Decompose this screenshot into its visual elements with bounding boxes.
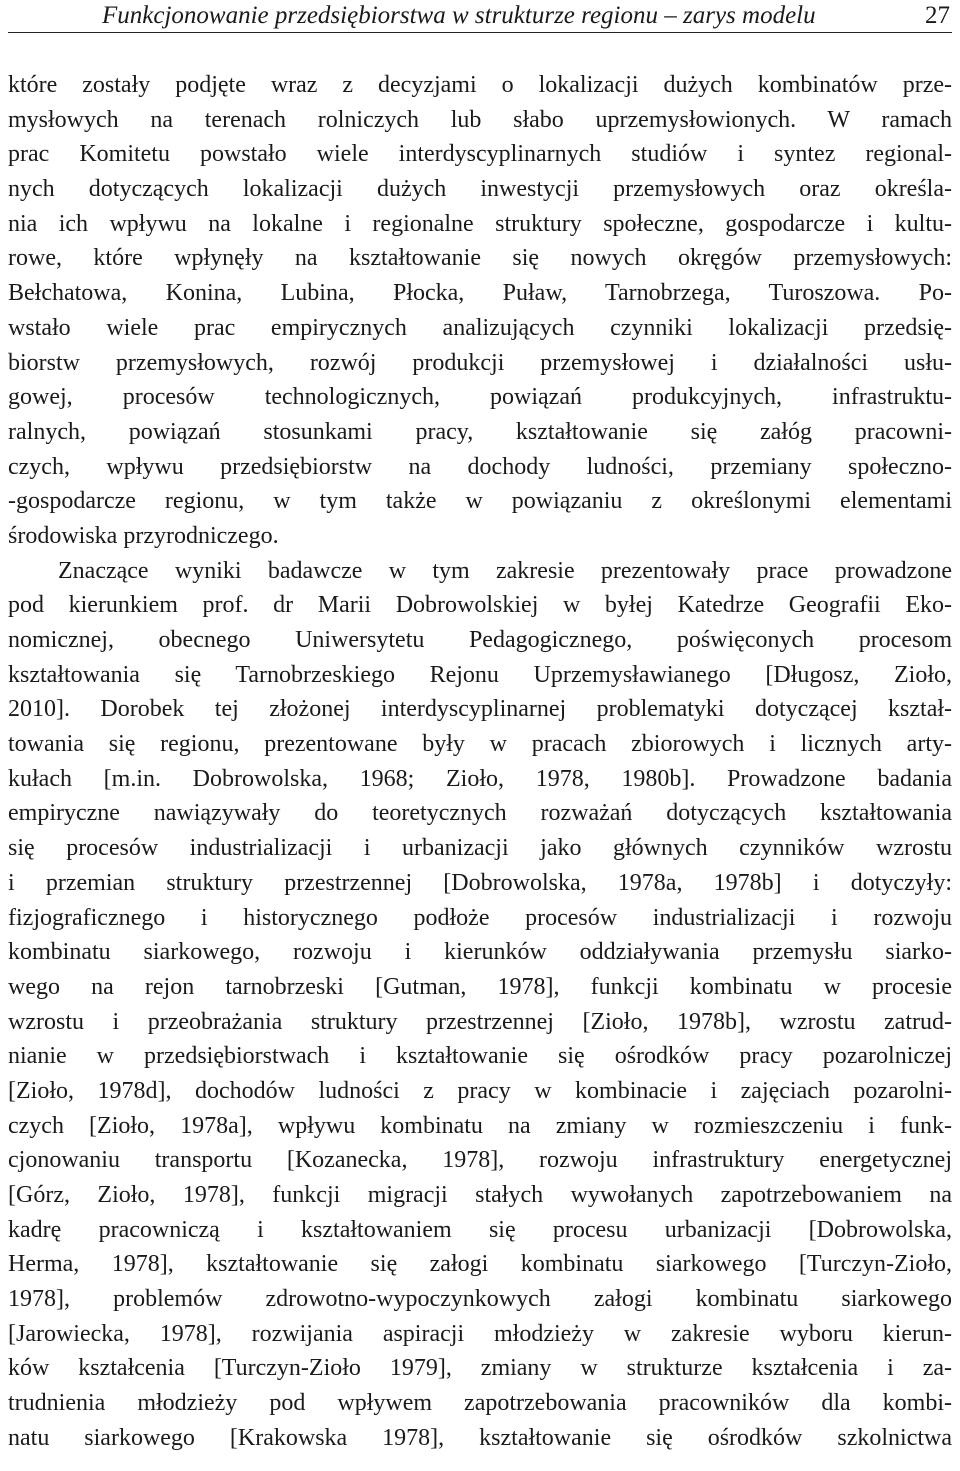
text-line: cjonowaniu transportu [Kozanecka, 1978], rozwoju infrastruktury energetycznej [8, 1147, 952, 1174]
text-line: kadrę pracowniczą i kształtowaniem się procesu urbanizacji [Dobrowolska, [8, 1216, 952, 1243]
text-line: empiryczne nawiązywały do teoretycznych rozważań dotyczących kształtowania [8, 800, 952, 827]
text-line: trudnienia młodzieży pod wpływem zapotrzebowania pracowników dla kombi- [8, 1390, 952, 1417]
text-line: -gospodarcze regionu, w tym także w powiązaniu z określonymi elementami [8, 488, 952, 515]
text-line: fizjograficznego i historycznego podłoże procesów industrializacji i rozwoju [8, 904, 952, 931]
paragraph [8, 68, 952, 554]
body-text [8, 68, 952, 1456]
text-line: nych dotyczących lokalizacji dużych inwestycji przemysłowych oraz określa- [8, 176, 952, 203]
text-line: Herma, 1978], kształtowanie się załogi kombinatu siarkowego [Turczyn-Zioło, [8, 1251, 952, 1278]
text-line: nomicznej, obecnego Uniwersytetu Pedagogicznego, poświęconych procesom [8, 627, 952, 653]
text-line: 2010]. Dorobek tej złożonej interdyscyplinarnej problematyki dotyczącej kształ- [8, 696, 952, 723]
text-line: ków kształcenia [Turczyn-Zioło 1979], zmiany w strukturze kształcenia i za- [8, 1355, 952, 1382]
text-line: biorstw przemysłowych, rozwój produkcji przemysłowej i działalności usłu- [8, 349, 952, 376]
text-line: kształtowania się Tarnobrzeskiego Rejonu Uprzemysławianego [Długosz, Zioło, [8, 661, 952, 688]
text-line: [Zioło, 1978d], dochodów ludności z pracy w kombinacie i zajęciach pozarolni- [8, 1077, 952, 1104]
text-line: 1978], problemów zdrowotno-wypoczynkowych załogi kombinatu siarkowego [8, 1286, 952, 1313]
text-line: Bełchatowa, Konina, Lubina, Płocka, Puław, Tarnobrzega, Turoszowa. Po- [8, 280, 952, 307]
text-line: mysłowych na terenach rolniczych lub słabo uprzemysłowionych. W ramach [8, 106, 952, 133]
text-line: Znaczące wyniki badawcze w tym zakresie prezentowały prace prowadzone [58, 557, 952, 584]
text-line: prac Komitetu powstało wiele interdyscyplinarnych studiów i syntez regional- [8, 141, 952, 168]
text-line: które zostały podjęte wraz z decyzjami o lokalizacji dużych kombinatów prze- [8, 72, 952, 98]
text-line: kombinatu siarkowego, rozwoju i kierunków oddziaływania przemysłu siarko- [8, 939, 952, 966]
text-line: natu siarkowego [Krakowska 1978], kształtowanie się ośrodków szkolnictwa [8, 1424, 952, 1451]
running-header [8, 0, 952, 33]
text-line: i przemian struktury przestrzennej [Dobrowolska, 1978a, 1978b] i dotyczyły: [8, 869, 952, 896]
text-line: kułach [m.in. Dobrowolska, 1968; Zioło, 1978, 1980b]. Prowadzone badania [8, 765, 952, 792]
text-line: wzrostu i przeobrażania struktury przestrzennej [Zioło, 1978b], wzrostu zatrud- [8, 1008, 952, 1035]
paragraph [8, 554, 952, 1456]
text-line: towania się regionu, prezentowane były w pracach zbiorowych i licznych arty- [8, 731, 952, 758]
text-line: pod kierunkiem prof. dr Marii Dobrowolskiej w byłej Katedrze Geografii Eko- [8, 592, 952, 619]
text-line: rowe, które wpłynęły na kształtowanie się nowych okręgów przemysłowych: [8, 245, 952, 272]
text-line: nia ich wpływu na lokalne i regionalne struktury społeczne, gospodarcze i kultu- [8, 210, 952, 237]
text-line: nianie w przedsiębiorstwach i kształtowanie się ośrodków pracy pozarolniczej [8, 1043, 952, 1070]
text-line: czych, wpływu przedsiębiorstw na dochody ludności, przemiany społeczno- [8, 453, 952, 480]
text-line: ralnych, powiązań stosunkami pracy, kształtowanie się załóg pracowni- [8, 418, 952, 445]
text-line: wego na rejon tarnobrzeski [Gutman, 1978], funkcji kombinatu w procesie [8, 973, 952, 1000]
text-line: [Górz, Zioło, 1978], funkcji migracji stałych wywołanych zapotrzebowaniem na [8, 1182, 952, 1208]
text-line: gowej, procesów technologicznych, powiązań produkcyjnych, infrastruktu- [8, 384, 952, 411]
page-number: 27 [925, 2, 950, 29]
text-line: się procesów industrializacji i urbanizacji jako głównych czynników wzrostu [8, 835, 952, 862]
text-line: wstało wiele prac empirycznych analizujących czynniki lokalizacji przedsię- [8, 314, 952, 341]
running-title: Funkcjonowanie przedsiębiorstwa w strukturze regionu – zarys modelu [102, 2, 816, 29]
text-line: [Jarowiecka, 1978], rozwijania aspiracji młodzieży w zakresie wyboru kierun- [8, 1320, 952, 1347]
text-line: czych [Zioło, 1978a], wpływu kombinatu na zmiany w rozmieszczeniu i funk- [8, 1112, 952, 1139]
text-line: środowiska przyrodniczego. [8, 522, 279, 549]
